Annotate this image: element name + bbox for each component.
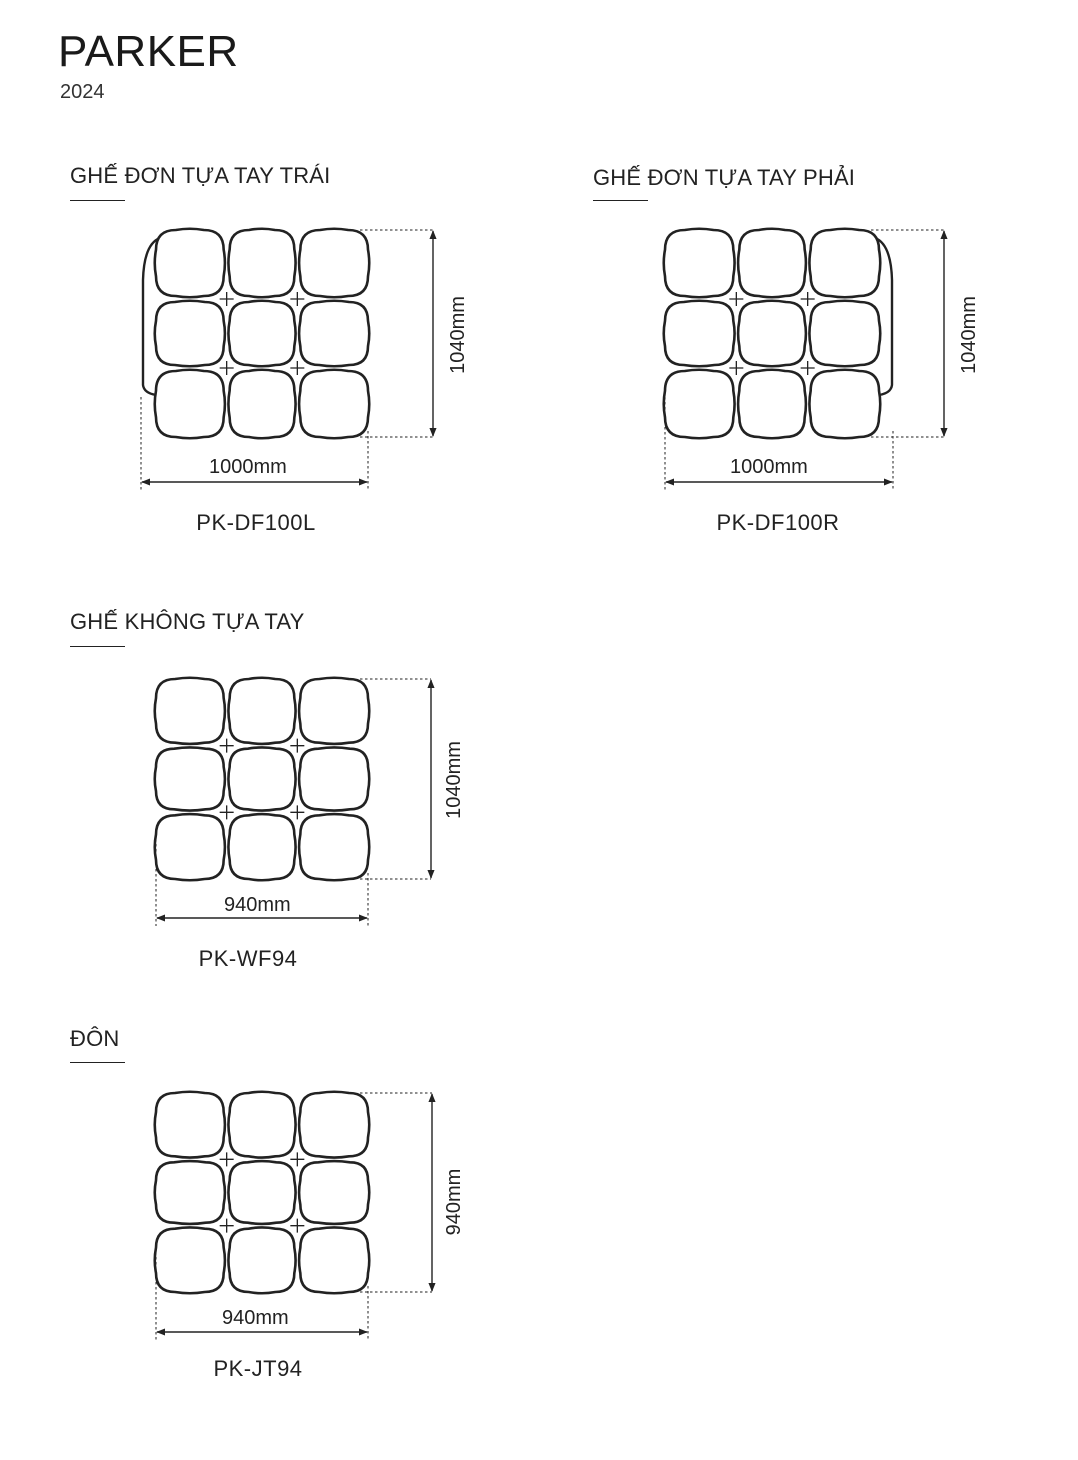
cushion	[664, 301, 735, 367]
cushion	[228, 229, 295, 298]
cushion	[299, 814, 369, 880]
cushion	[299, 1092, 369, 1158]
cushion	[299, 747, 369, 810]
cushion	[738, 370, 806, 439]
cushion	[738, 229, 806, 298]
cushion	[809, 370, 880, 439]
seam-mark	[290, 1152, 304, 1166]
seam-mark	[290, 1219, 304, 1233]
width-dimension-label: 940mm	[224, 894, 291, 916]
depth-dimension-label: 940mm	[443, 1168, 465, 1236]
section-title-right-arm-chair: GHẾ ĐƠN TỰA TAY PHẢI	[593, 165, 856, 190]
cushion	[299, 1227, 369, 1293]
brand-year: 2024	[60, 81, 105, 103]
cushion	[299, 301, 369, 367]
width-dimension-label: 1000mm	[730, 456, 808, 478]
cushion	[155, 814, 225, 880]
section-title-ottoman: ĐÔN	[70, 1026, 120, 1051]
seam-mark	[290, 739, 304, 753]
depth-dimension-label: 1040mm	[447, 296, 469, 374]
cushion	[228, 370, 295, 439]
cushion	[228, 1161, 295, 1224]
sofa-plan-right-arm	[664, 229, 944, 490]
cushion	[809, 301, 880, 367]
sofa-plan-armless	[155, 678, 431, 926]
cushion	[155, 1227, 225, 1293]
seam-mark	[801, 292, 815, 306]
seam-mark	[220, 739, 234, 753]
cushion	[228, 814, 295, 880]
cushion	[155, 301, 225, 367]
cushion	[228, 678, 295, 744]
seam-mark	[729, 361, 743, 375]
width-dimension-label: 1000mm	[209, 456, 287, 478]
section-title-armless-chair: GHẾ KHÔNG TỰA TAY	[70, 609, 305, 634]
cushion	[228, 1092, 295, 1158]
cushion	[228, 301, 295, 367]
cushion	[809, 229, 880, 298]
model-code: PK-DF100L	[196, 510, 316, 535]
seam-mark	[290, 805, 304, 819]
model-code: PK-WF94	[198, 946, 298, 971]
seam-mark	[290, 292, 304, 306]
cushion	[228, 747, 295, 810]
cushion	[155, 1161, 225, 1224]
cushion	[155, 747, 225, 810]
seam-mark	[220, 292, 234, 306]
section-title-left-arm-chair: GHẾ ĐƠN TỰA TAY TRÁI	[70, 163, 331, 188]
cushion	[155, 229, 225, 298]
cushion	[664, 370, 735, 439]
seam-mark	[729, 292, 743, 306]
seam-mark	[801, 361, 815, 375]
cushion	[228, 1227, 295, 1293]
seam-mark	[220, 805, 234, 819]
seam-mark	[220, 1219, 234, 1233]
seam-mark	[290, 361, 304, 375]
depth-dimension-label: 1040mm	[958, 296, 980, 374]
cushion	[738, 301, 806, 367]
width-dimension-label: 940mm	[222, 1307, 289, 1329]
cushion	[155, 1092, 225, 1158]
brand-title: PARKER	[58, 27, 239, 76]
sofa-plan-left-arm	[141, 229, 433, 490]
model-code: PK-JT94	[213, 1356, 303, 1381]
cushion	[299, 678, 369, 744]
seam-mark	[220, 1152, 234, 1166]
cushion	[299, 1161, 369, 1224]
cushion	[299, 370, 369, 439]
ottoman-plan	[155, 1092, 432, 1340]
cushion	[155, 678, 225, 744]
cushion	[155, 370, 225, 439]
seam-mark	[220, 361, 234, 375]
cushion	[664, 229, 735, 298]
model-code: PK-DF100R	[716, 510, 840, 535]
cushion	[299, 229, 369, 298]
depth-dimension-label: 1040mm	[443, 741, 465, 819]
